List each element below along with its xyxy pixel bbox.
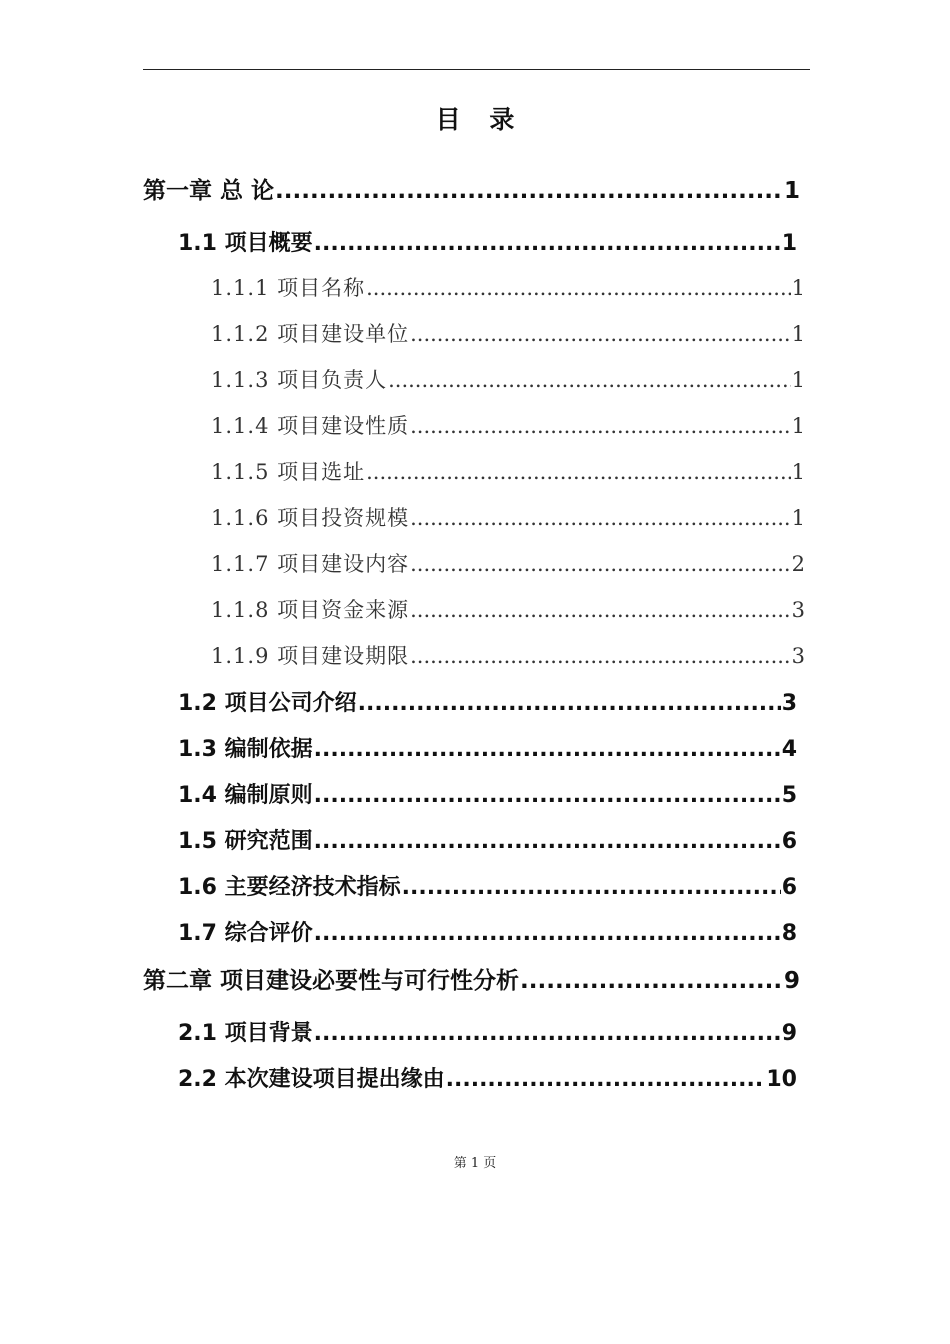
toc-title: 目 录 <box>435 105 525 134</box>
page-footer: 第 1 页 <box>453 1156 497 1171</box>
toc-entry-label: 2.2 本次建设项目提出缘由 <box>178 1067 445 1092</box>
toc-entry-page: 1 <box>791 368 805 392</box>
dot-leader <box>388 368 791 392</box>
dot-leader <box>446 1067 766 1092</box>
toc-entry-label: 1.1.1 项目名称 <box>211 276 366 300</box>
toc-entry-label: 2.1 项目背景 <box>178 1021 313 1046</box>
toc-entry-page: 6 <box>781 875 797 900</box>
toc-entry-page: 4 <box>781 737 797 762</box>
dot-leader <box>410 322 791 346</box>
toc-entry-1-2[interactable] <box>178 686 797 717</box>
dot-leader <box>314 783 781 808</box>
toc-entry-1-1-1[interactable] <box>211 272 805 302</box>
toc-entry-label: 1.6 主要经济技术指标 <box>178 875 401 900</box>
dot-leader <box>410 644 791 668</box>
dot-leader <box>410 552 791 576</box>
header-rule <box>143 69 810 70</box>
dot-leader <box>402 875 781 900</box>
toc-entry-label: 1.1 项目概要 <box>178 231 313 256</box>
dot-leader <box>520 968 783 994</box>
dot-leader <box>275 178 783 204</box>
toc-entry-label: 1.3 编制依据 <box>178 737 313 762</box>
toc-entry-label: 1.4 编制原则 <box>178 783 313 808</box>
toc-entry-label: 1.2 项目公司介绍 <box>178 691 357 716</box>
toc-entry-label: 1.7 综合评价 <box>178 921 313 946</box>
toc-entry-chapter-1[interactable] <box>143 172 800 205</box>
toc-entry-page: 1 <box>791 460 805 484</box>
toc-entry-page: 9 <box>781 1021 797 1046</box>
toc-entry-chapter-2[interactable] <box>143 962 800 995</box>
toc-entry-page: 3 <box>791 644 805 668</box>
toc-entry-page: 9 <box>783 968 800 994</box>
toc-entry-label: 1.1.6 项目投资规模 <box>211 506 410 530</box>
dot-leader <box>410 506 791 530</box>
toc-entry-1-1-2[interactable] <box>211 318 805 348</box>
toc-entry-2-1[interactable] <box>178 1016 797 1047</box>
toc-entry-label: 第二章 项目建设必要性与可行性分析 <box>143 968 520 994</box>
toc-entry-label: 1.1.5 项目选址 <box>211 460 366 484</box>
toc-entry-page: 1 <box>791 506 805 530</box>
toc-entry-page: 1 <box>791 276 805 300</box>
toc-entry-1-1-9[interactable] <box>211 640 805 670</box>
dot-leader <box>314 829 781 854</box>
toc-entry-label: 1.1.3 项目负责人 <box>211 368 388 392</box>
dot-leader <box>358 691 781 716</box>
toc-entry-label: 1.1.8 项目资金来源 <box>211 598 410 622</box>
toc-entry-1-1-4[interactable] <box>211 410 805 440</box>
dot-leader <box>314 1021 781 1046</box>
toc-entry-label: 第一章 总 论 <box>143 178 275 204</box>
toc-entry-page: 6 <box>781 829 797 854</box>
toc-entry-page: 1 <box>791 414 805 438</box>
toc-entry-1-3[interactable] <box>178 732 797 763</box>
toc-entry-2-2[interactable] <box>178 1062 797 1093</box>
toc-entry-page: 1 <box>791 322 805 346</box>
toc-entry-1-6[interactable] <box>178 870 797 901</box>
toc-entry-1-1-5[interactable] <box>211 456 805 486</box>
dot-leader <box>366 276 791 300</box>
dot-leader <box>410 598 791 622</box>
toc-entry-label: 1.5 研究范围 <box>178 829 313 854</box>
toc-entry-label: 1.1.2 项目建设单位 <box>211 322 410 346</box>
toc-entry-1-5[interactable] <box>178 824 797 855</box>
toc-entry-1-7[interactable] <box>178 916 797 947</box>
toc-entry-1-4[interactable] <box>178 778 797 809</box>
toc-entry-1-1-6[interactable] <box>211 502 805 532</box>
toc-entry-page: 3 <box>791 598 805 622</box>
toc-entry-1-1-7[interactable] <box>211 548 805 578</box>
dot-leader <box>314 921 781 946</box>
toc-entry-label: 1.1.4 项目建设性质 <box>211 414 410 438</box>
toc-entry-page: 1 <box>783 178 800 204</box>
dot-leader <box>314 737 781 762</box>
dot-leader <box>410 414 791 438</box>
toc-entry-1-1-3[interactable] <box>211 364 805 394</box>
toc-entry-page: 10 <box>766 1067 797 1092</box>
dot-leader <box>314 231 781 256</box>
toc-entry-1-1-8[interactable] <box>211 594 805 624</box>
toc-entry-label: 1.1.7 项目建设内容 <box>211 552 410 576</box>
toc-entry-label: 1.1.9 项目建设期限 <box>211 644 410 668</box>
toc-entry-page: 8 <box>781 921 797 946</box>
toc-entry-page: 1 <box>781 231 797 256</box>
toc-entry-page: 2 <box>791 552 805 576</box>
toc-entry-page: 5 <box>781 783 797 808</box>
toc-entry-page: 3 <box>781 691 797 716</box>
dot-leader <box>366 460 791 484</box>
toc-entry-1-1[interactable] <box>178 226 797 257</box>
